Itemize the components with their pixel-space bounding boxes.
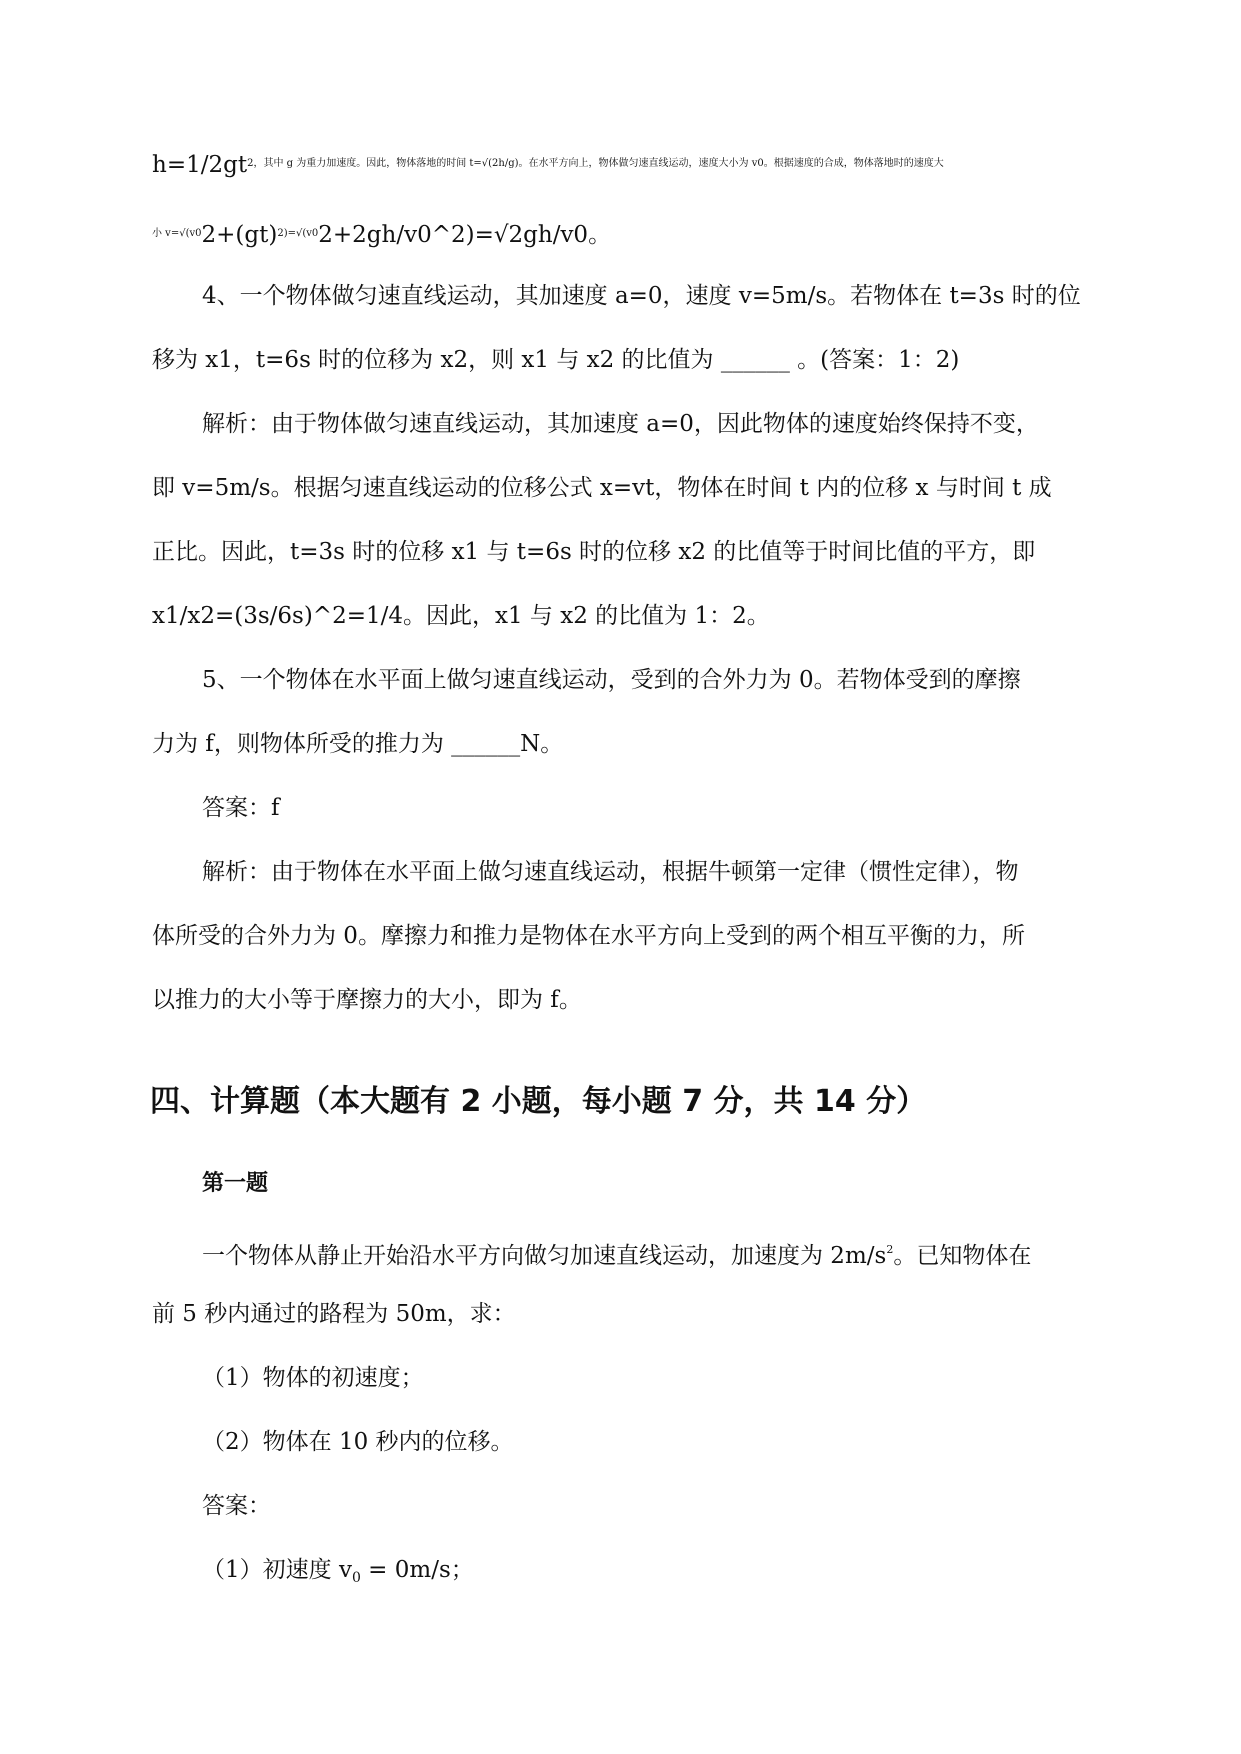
q5-analysis-line: 解析：由于物体在水平面上做匀速直线运动，根据牛顿第一定律（惯性定律），物 [202,859,1019,885]
q4-question-line: 移为 x1，t=6s 时的位移为 x2，则 x1 与 x2 的比值为 ______ 。(答案：1：2) [152,347,960,373]
small-print-text: 小 v=√(v0 [152,228,202,239]
problem-statement-line [202,1234,1031,1272]
formula-text: 2+(gt) [201,222,278,248]
q5-question-line: 力为 f，则物体所受的推力为 ______N。 [152,731,564,757]
problem-item: （2）物体在 10 秒内的位移。 [202,1429,514,1455]
superscript: 2 [886,1243,894,1256]
q4-question-line: 4、一个物体做匀速直线运动，其加速度 a=0，速度 v=5m/s。若物体在 t=3s 时的位 [202,283,1081,309]
formula-text: h=1/2gt [152,152,248,178]
q5-analysis-line: 以推力的大小等于摩擦力的大小，即为 f。 [152,987,582,1013]
problem-title: 第一题 [202,1171,269,1196]
answer-text: （1）初速度 v [202,1557,352,1583]
q5-answer: 答案：f [202,795,280,821]
problem-text: 一个物体从静止开始沿水平方向做匀加速直线运动，加速度为 2m/s [202,1243,887,1269]
answer-line [202,1554,474,1594]
answer-text: = 0m/s； [360,1557,474,1583]
subscript: 0 [351,1570,361,1586]
q4-analysis-line: 正比。因此，t=3s 时的位移 x1 与 t=6s 时的位移 x2 的比值等于时间比值的平方，即 [152,539,1036,565]
q4-analysis-line: 即 v=5m/s。根据匀速直线运动的位移公式 x=vt，物体在时间 t 内的位移 x 与时间 t 成 [152,475,1052,501]
formula-text: 2+2gh/v0^2)=√2gh/v0。 [318,222,612,248]
small-print-text: 2，其中 g 为重力加速度。因此，物体落地的时间 t=√(2h/g)。在水平方向上，物体做匀速直线运动，速度大小为 v0。根据速度的合成，物体落地时的速度大 [247,158,944,169]
small-print-text: 2)=√(v0 [277,228,319,239]
answer-label: 答案： [202,1493,271,1519]
intro-line-1 [152,148,944,181]
q4-analysis-line: 解析：由于物体做匀速直线运动，其加速度 a=0，因此物体的速度始终保持不变， [202,411,1039,437]
q5-question-line: 5、一个物体在水平面上做匀速直线运动，受到的合外力为 0。若物体受到的摩擦 [202,667,1021,693]
section-heading: 四、计算题（本大题有 2 小题，每小题 7 分，共 14 分） [150,1084,927,1119]
q4-analysis-line: x1/x2=(3s/6s)^2=1/4。因此，x1 与 x2 的比值为 1：2。 [152,603,770,629]
problem-text: 。已知物体在 [893,1243,1032,1269]
problem-item: （1）物体的初速度； [202,1365,424,1391]
q5-analysis-line: 体所受的合外力为 0。摩擦力和推力是物体在水平方向上受到的两个相互平衡的力，所 [152,923,1025,949]
intro-line-2 [152,218,611,251]
problem-statement-line: 前 5 秒内通过的路程为 50m，求： [152,1301,516,1327]
